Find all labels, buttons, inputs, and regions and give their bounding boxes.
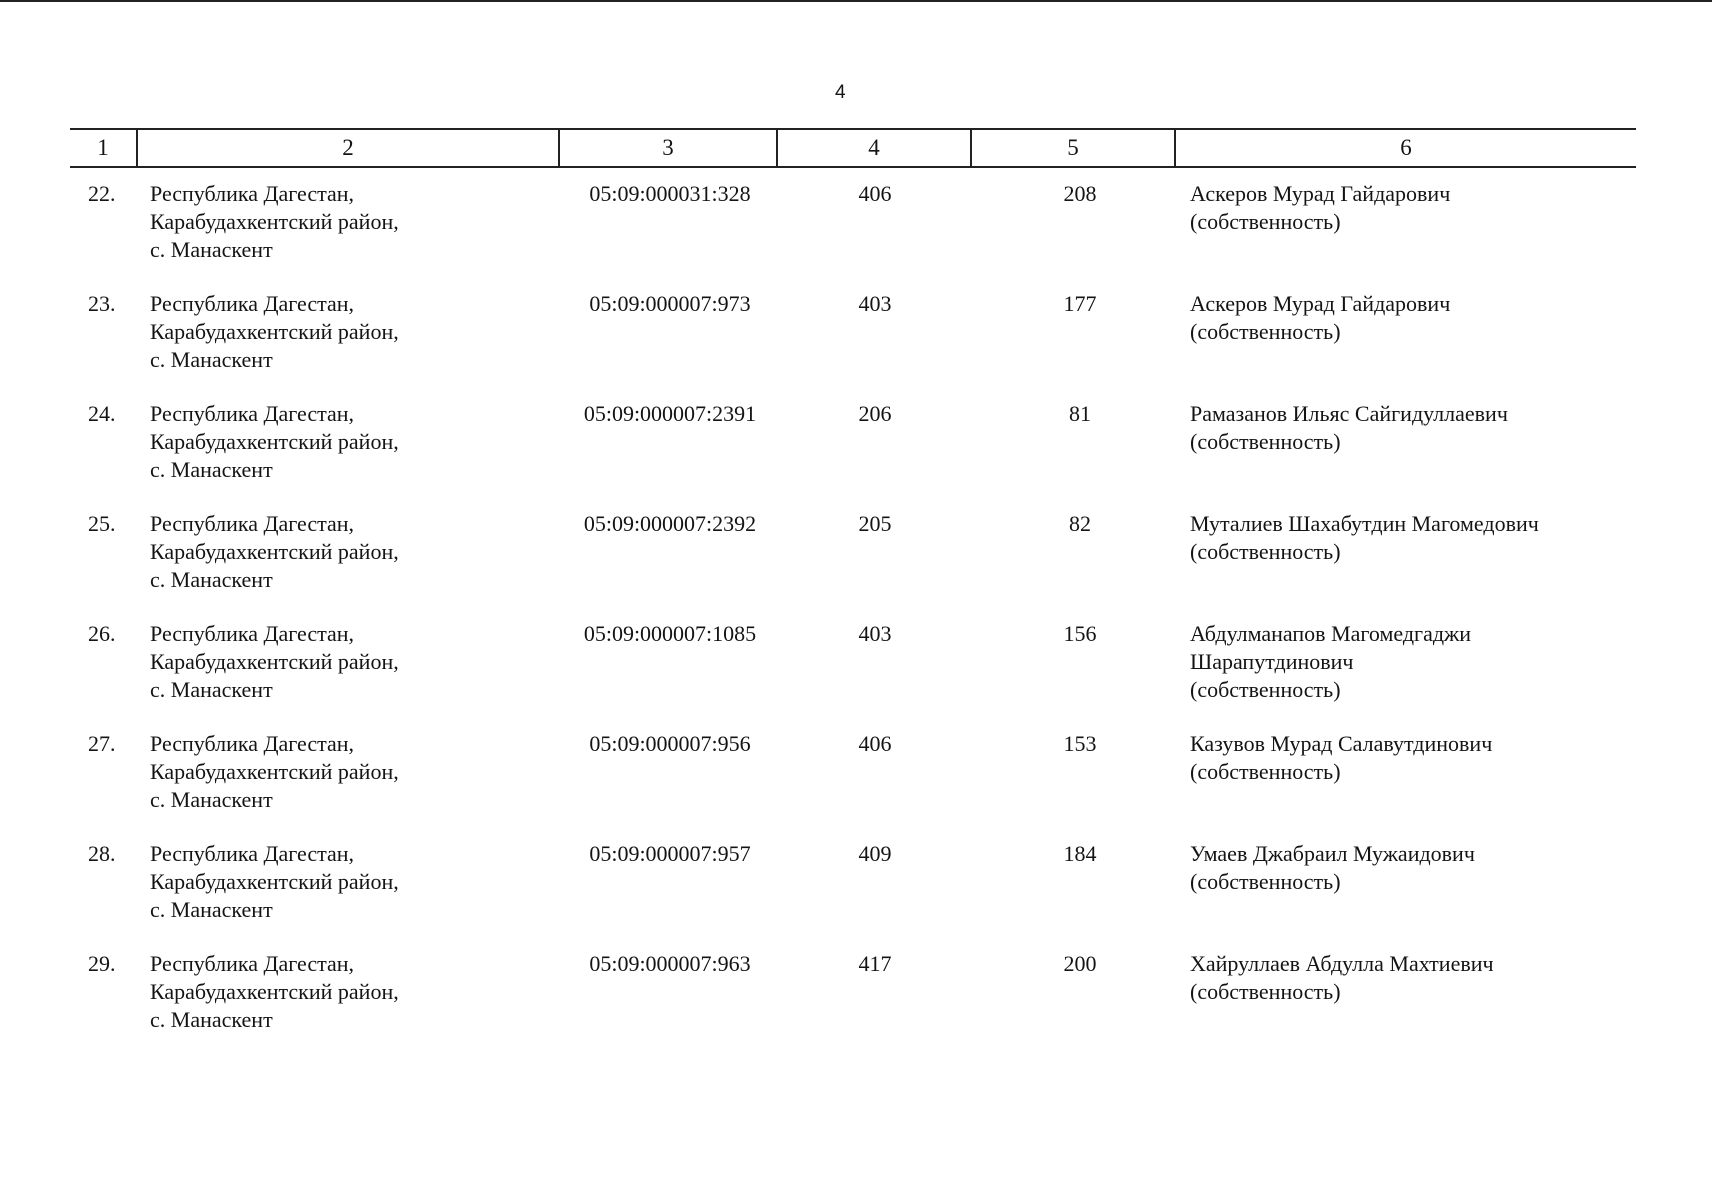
ownership-type: (собственность) [1190, 677, 1341, 702]
address-cell [150, 620, 570, 704]
table-header [70, 128, 1636, 168]
address-cell [150, 400, 570, 484]
cadastral-number: 05:09:000031:328 [589, 181, 751, 206]
table-row [70, 290, 1636, 400]
address-line: Республика Дагестан, [150, 401, 355, 426]
ownership-type: (собственность) [1190, 539, 1341, 564]
column-5-value: 200 [1063, 951, 1097, 976]
ownership-type: (собственность) [1190, 759, 1341, 784]
owner-cell [1190, 950, 1630, 1006]
column-4-value: 205 [858, 511, 892, 536]
header-col-2: 2 [138, 130, 560, 166]
row-number: 26. [88, 621, 116, 646]
table-row [70, 840, 1636, 950]
cadastral-number: 05:09:000007:956 [589, 731, 751, 756]
owner-cell [1190, 620, 1630, 704]
address-line: Республика Дагестан, [150, 841, 355, 866]
address-cell [150, 840, 570, 924]
row-number: 25. [88, 511, 116, 536]
column-4-value: 403 [858, 621, 892, 646]
row-number: 27. [88, 731, 116, 756]
top-border-rule [0, 0, 1712, 2]
address-cell [150, 180, 570, 264]
column-4-value: 406 [858, 181, 892, 206]
row-number: 23. [88, 291, 116, 316]
address-line: Карабудахкентский район, [150, 649, 399, 674]
owner-name-line: Шарапутдинович [1190, 649, 1354, 674]
header-col-6: 6 [1400, 135, 1412, 160]
address-line: с. Манаскент [150, 237, 273, 262]
address-line: с. Манаскент [150, 567, 273, 592]
address-line: с. Манаскент [150, 457, 273, 482]
owner-cell [1190, 290, 1630, 346]
header-col-1: 1 [70, 130, 138, 166]
table-body [70, 180, 1636, 1060]
address-cell [150, 730, 570, 814]
column-4-value: 406 [858, 731, 892, 756]
owner-name-line: Муталиев Шахабутдин Магомедович [1190, 511, 1539, 536]
owner-cell [1190, 180, 1630, 236]
address-line: Карабудахкентский район, [150, 539, 399, 564]
column-5-value: 177 [1063, 291, 1097, 316]
owner-name-line: Рамазанов Ильяс Сайгидуллаевич [1190, 401, 1508, 426]
address-line: Республика Дагестан, [150, 511, 355, 536]
owner-cell [1190, 510, 1630, 566]
column-5-value: 184 [1063, 841, 1097, 866]
address-line: Республика Дагестан, [150, 951, 355, 976]
cadastral-number: 05:09:000007:973 [589, 291, 751, 316]
header-col-4: 4 [778, 130, 972, 166]
row-number: 24. [88, 401, 116, 426]
address-line: Карабудахкентский район, [150, 979, 399, 1004]
ownership-type: (собственность) [1190, 869, 1341, 894]
cadastral-number: 05:09:000007:2392 [583, 511, 757, 536]
column-4-value: 409 [858, 841, 892, 866]
cadastral-number: 05:09:000007:963 [589, 951, 751, 976]
page-number: 4 [835, 82, 846, 103]
owner-name-line: Аскеров Мурад Гайдарович [1190, 291, 1451, 316]
cadastral-number: 05:09:000007:957 [589, 841, 751, 866]
header-col-5: 5 [972, 130, 1176, 166]
column-5-value: 153 [1063, 731, 1097, 756]
table-row [70, 180, 1636, 290]
address-line: Карабудахкентский район, [150, 209, 399, 234]
address-line: с. Манаскент [150, 897, 273, 922]
column-5-value: 81 [1069, 401, 1091, 426]
column-4-value: 417 [858, 951, 892, 976]
ownership-type: (собственность) [1190, 429, 1341, 454]
cadastral-number: 05:09:000007:1085 [583, 621, 757, 646]
ownership-type: (собственность) [1190, 319, 1341, 344]
owner-cell [1190, 400, 1630, 456]
address-line: Карабудахкентский район, [150, 319, 399, 344]
owner-name-line: Казувов Мурад Салавутдинович [1190, 731, 1493, 756]
address-line: Карабудахкентский район, [150, 429, 399, 454]
address-line: с. Манаскент [150, 787, 273, 812]
address-cell [150, 510, 570, 594]
table-row [70, 730, 1636, 840]
owner-cell [1190, 840, 1630, 896]
address-line: Карабудахкентский район, [150, 759, 399, 784]
table-row [70, 400, 1636, 510]
owner-name-line: Хайруллаев Абдулла Махтиевич [1190, 951, 1494, 976]
address-line: Карабудахкентский район, [150, 869, 399, 894]
address-line: с. Манаскент [150, 1007, 273, 1032]
column-5-value: 156 [1063, 621, 1097, 646]
address-line: Республика Дагестан, [150, 181, 355, 206]
row-number: 29. [88, 951, 116, 976]
cadastral-number: 05:09:000007:2391 [583, 401, 757, 426]
ownership-type: (собственность) [1190, 979, 1341, 1004]
column-4-value: 206 [858, 401, 892, 426]
column-5-value: 208 [1063, 181, 1097, 206]
owner-name-line: Аскеров Мурад Гайдарович [1190, 181, 1451, 206]
row-number: 22. [88, 181, 116, 206]
ownership-type: (собственность) [1190, 209, 1341, 234]
address-line: с. Манаскент [150, 347, 273, 372]
row-number: 28. [88, 841, 116, 866]
table-row [70, 620, 1636, 730]
address-cell [150, 950, 570, 1034]
owner-name-line: Умаев Джабраил Мужаидович [1190, 841, 1475, 866]
address-line: Республика Дагестан, [150, 731, 355, 756]
column-5-value: 82 [1069, 511, 1091, 536]
address-line: Республика Дагестан, [150, 621, 355, 646]
header-col-3: 3 [560, 130, 778, 166]
table-row [70, 950, 1636, 1060]
address-cell [150, 290, 570, 374]
address-line: с. Манаскент [150, 677, 273, 702]
owner-name-line: Абдулманапов Магомедгаджи [1190, 621, 1471, 646]
table-row [70, 510, 1636, 620]
owner-cell [1190, 730, 1630, 786]
address-line: Республика Дагестан, [150, 291, 355, 316]
column-4-value: 403 [858, 291, 892, 316]
